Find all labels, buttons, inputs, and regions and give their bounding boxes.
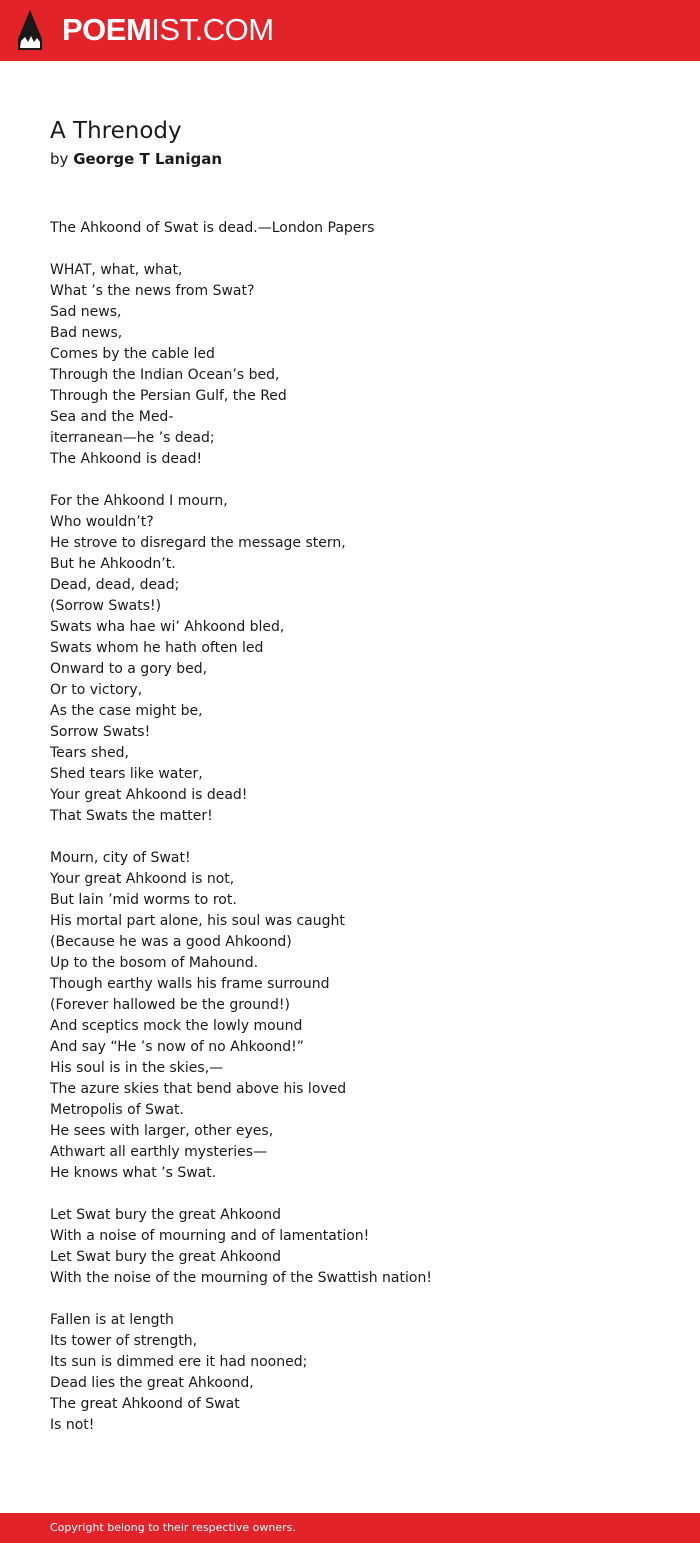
poem-line: Shed tears like water, — [50, 766, 203, 782]
poem-line: The azure skies that bend above his loved — [50, 1081, 347, 1097]
poem-line: Sad news, — [50, 304, 122, 320]
poem-line: Or to victory, — [50, 682, 143, 698]
poem-line — [50, 470, 670, 491]
poem-author[interactable]: George T Lanigan — [73, 150, 223, 168]
poem-line: Comes by the cable led — [50, 346, 215, 362]
poem-line: Its tower of strength, — [50, 1333, 198, 1349]
poem-line: iterranean—he ’s dead; — [50, 430, 215, 446]
poem-line: Sea and the Med- — [50, 409, 174, 425]
poem-line: Your great Ahkoond is dead! — [50, 787, 248, 803]
poem-line: For the Ahkoond I mourn, — [50, 493, 228, 509]
poem-line: His mortal part alone, his soul was caught — [50, 913, 345, 929]
poem-line: Your great Ahkoond is not, — [50, 871, 235, 887]
poem-line: Dead, dead, dead; — [50, 577, 180, 593]
poem-line — [50, 1184, 670, 1205]
poem-line: Let Swat bury the great Ahkoond — [50, 1249, 282, 1265]
site-header — [0, 0, 700, 61]
poem-line: The Ahkoond is dead! — [50, 451, 203, 467]
byline-prefix: by — [50, 150, 69, 168]
poem-line: Up to the bosom of Mahound. — [50, 955, 259, 971]
poem-line: Through the Indian Ocean’s bed, — [50, 367, 280, 383]
poem-line: That Swats the matter! — [50, 808, 213, 824]
poem-line: And say “He ’s now of no Ahkoond!” — [50, 1039, 304, 1055]
poem-line: But he Ahkoodn’t. — [50, 556, 176, 572]
poem-line: Fallen is at length — [50, 1312, 174, 1328]
poem-body — [50, 218, 670, 1436]
poem-line: His soul is in the skies,— — [50, 1060, 224, 1076]
brand-bold-text: POEM — [62, 12, 152, 47]
poem-line: Dead lies the great Ahkoond, — [50, 1375, 254, 1391]
poem-line: (Sorrow Swats!) — [50, 598, 162, 614]
poem-line: (Because he was a good Ahkoond) — [50, 934, 292, 950]
site-footer — [0, 1513, 700, 1543]
poem-line: WHAT, what, what, — [50, 262, 183, 278]
poem-line: He strove to disregard the message stern, — [50, 535, 346, 551]
poem-line: Swats whom he hath often led — [50, 640, 264, 656]
poem-line: Its sun is dimmed ere it had nooned; — [50, 1354, 308, 1370]
poem-line: He sees with larger, other eyes, — [50, 1123, 274, 1139]
site-logo-link[interactable] — [62, 12, 274, 48]
poem-line: Athwart all earthly mysteries— — [50, 1144, 268, 1160]
poem-line: And sceptics mock the lowly mound — [50, 1018, 303, 1034]
poem-line: Onward to a gory bed, — [50, 661, 208, 677]
poem-line: But lain ’mid worms to rot. — [50, 892, 237, 908]
poem-line: Metropolis of Swat. — [50, 1102, 184, 1118]
poem-line: Who wouldn’t? — [50, 514, 154, 530]
poem-line: Through the Persian Gulf, the Red — [50, 388, 287, 404]
poem-line: Sorrow Swats! — [50, 724, 151, 740]
poem-byline — [50, 148, 222, 170]
poem-line: Mourn, city of Swat! — [50, 850, 191, 866]
poem-line: What ’s the news from Swat? — [50, 283, 255, 299]
poem-line: Bad news, — [50, 325, 123, 341]
poem-line: He knows what ’s Swat. — [50, 1165, 217, 1181]
poem-line — [50, 1289, 670, 1310]
brand-light-text: IST.COM — [151, 12, 274, 47]
poem-line: As the case might be, — [50, 703, 203, 719]
poem-line: Swats wha hae wi’ Ahkoond bled, — [50, 619, 285, 635]
poem-line — [50, 239, 670, 260]
poem-line — [50, 827, 670, 848]
poem-line: The great Ahkoond of Swat — [50, 1396, 240, 1412]
pencil-tip-icon[interactable] — [17, 9, 43, 51]
poem-line: Though earthy walls his frame surround — [50, 976, 330, 992]
poem-line: Tears shed, — [50, 745, 129, 761]
poem-line: With the noise of the mourning of the Swattish nation! — [50, 1270, 432, 1286]
poem-line: With a noise of mourning and of lamentation! — [50, 1228, 370, 1244]
poem-line: (Forever hallowed be the ground!) — [50, 997, 290, 1013]
poem-line: The Ahkoond of Swat is dead.—London Papers — [50, 220, 375, 236]
poem-line: Let Swat bury the great Ahkoond — [50, 1207, 282, 1223]
poem-title: A Threnody — [50, 118, 182, 144]
poem-line: Is not! — [50, 1417, 95, 1433]
copyright-text: Copyright belong to their respective owners. — [50, 1521, 296, 1534]
